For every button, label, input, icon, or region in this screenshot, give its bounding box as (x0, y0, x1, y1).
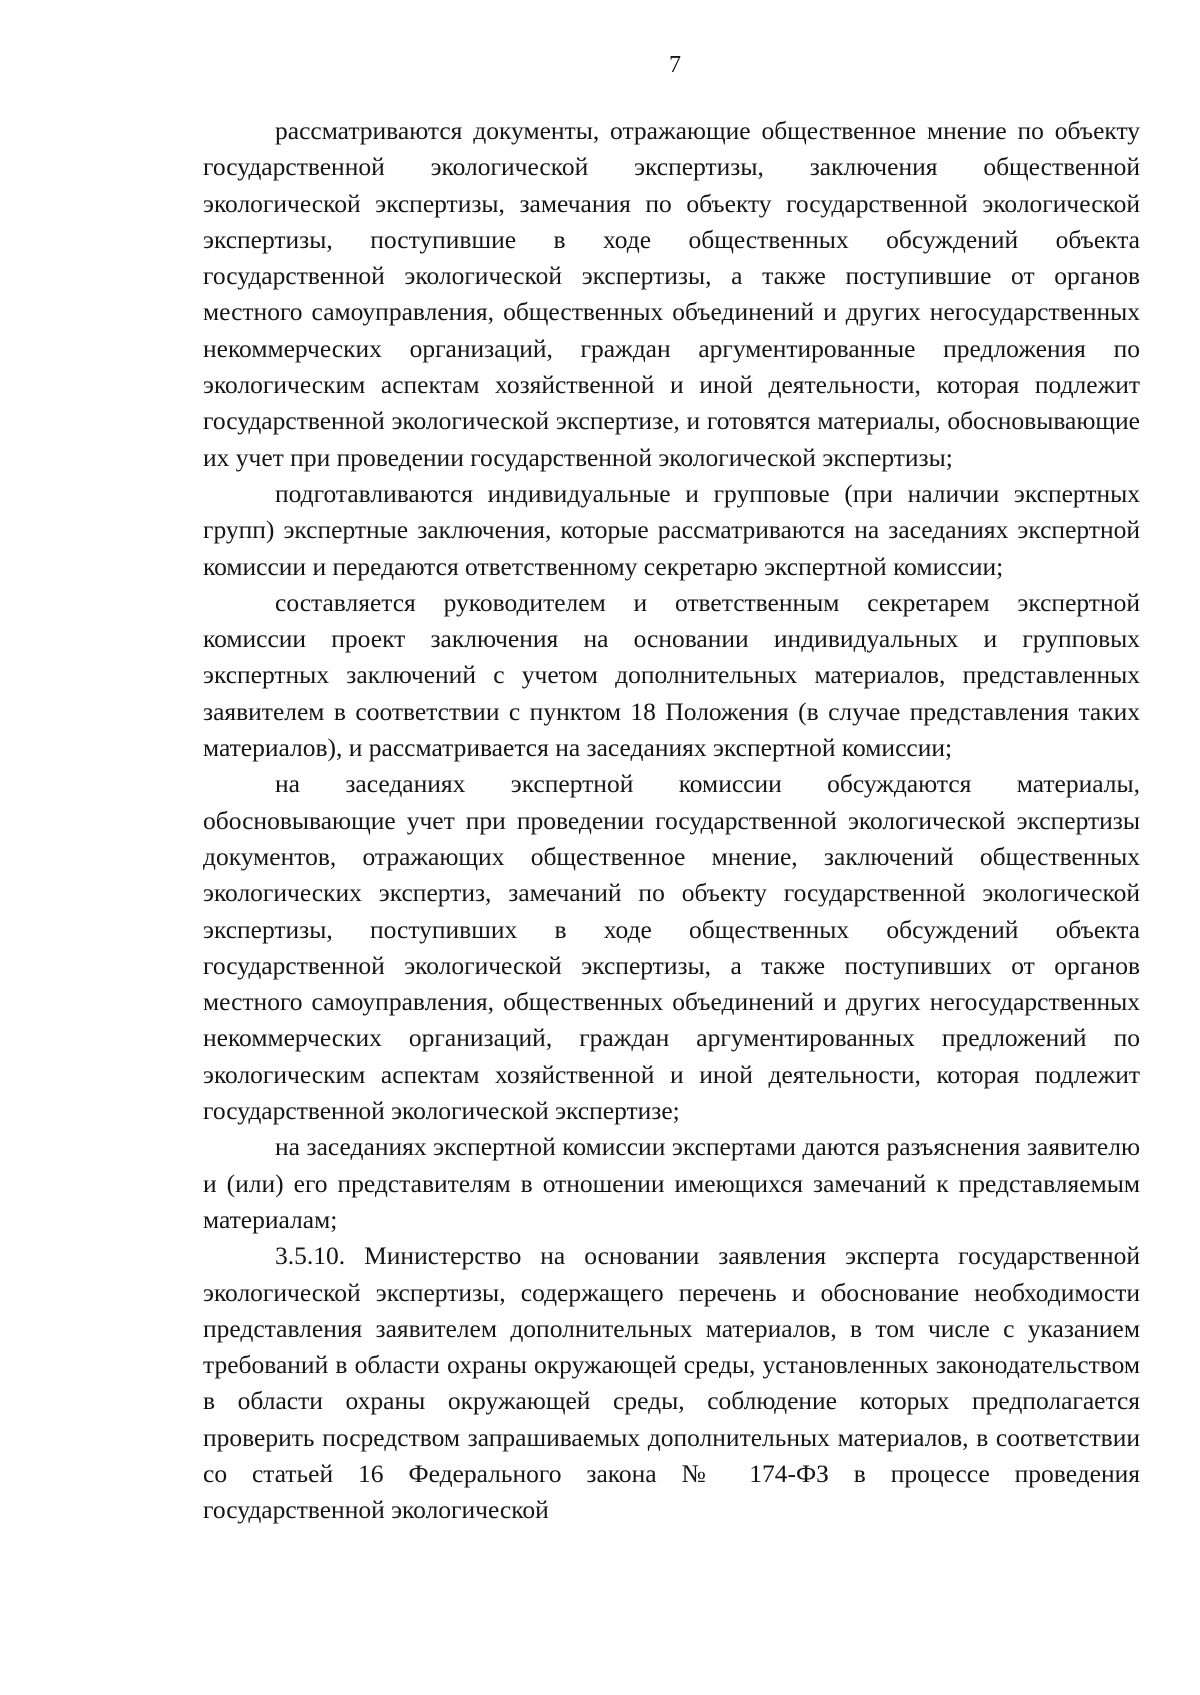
paragraph-draft-conclusion: составляется руководителем и ответственным секретарем экспертной комиссии проект заключения на основании индивидуальных и групповых экспертных заключений с учетом дополнительных материалов, представленных заявителем в соответствии с пунктом 18 Положения (в случае представления таких материалов), и рассматривается на заседаниях экспертной комиссии; (203, 587, 1140, 763)
page-number: 7 (669, 52, 681, 78)
paragraph-explanations-to-applicant: на заседаниях экспертной комиссии экспертами даются разъяснения заявителю и (или) его представителям в отношении имеющихся замечаний к представляемым материалам; (203, 1132, 1140, 1234)
document-body (203, 113, 1140, 1529)
paragraph-section-3-5-10: 3.5.10. Министерство на основании заявления эксперта государственной экологической экспертизы, содержащего перечень и обоснование необходимости представления заявителем дополнительных материалов, в том числе с указанием требований в области охраны окружающей среды, установленных законодательством в области охраны окружающей среды, соблюдение которых предполагается проверить посредством запрашиваемых дополнительных материалов, в соответствии со статьей 16 Федерального закона № 174-ФЗ в процессе проведения государственной экологической (203, 1241, 1140, 1525)
paragraph-expert-conclusions: подготавливаются индивидуальные и групповые (при наличии экспертных групп) экспертные заключения, которые рассматриваются на заседаниях экспертной комиссии и передаются ответственному секретарю экспертной комиссии; (203, 478, 1140, 581)
paragraph-review-public-opinion: рассматриваются документы, отражающие общественное мнение по объекту государственной экологической экспертизы, заключения общественной экологической экспертизы, замечания по объекту государственной экологической экспертизы, поступившие в ходе общественных обсуждений объекта государственной экологической экспертизы, а также поступившие от органов местного самоуправления, общественных объединений и других негосударственных некоммерческих организаций, граждан аргументированные предложения по экологическим аспектам хозяйственной и иной деятельности, которая подлежит государственной экологической экспертизе, и готовятся материалы, обосновывающие их учет при проведении государственной экологической экспертизы; (203, 116, 1140, 472)
paragraph-commission-discussion: на заседаниях экспертной комиссии обсуждаются материалы, обосновывающие учет при проведении государственной экологической экспертизы документов, отражающих общественное мнение, заключений общественных экологических экспертиз, замечаний по объекту государственной экологической экспертизы, поступивших в ходе общественных обсуждений объекта государственной экологической экспертизы, а также поступивших от органов местного самоуправления, общественных объединений и других негосударственных некоммерческих организаций, граждан аргументированных предложений по экологическим аспектам хозяйственной и иной деятельности, которая подлежит государственной экологической экспертизе; (203, 769, 1140, 1126)
